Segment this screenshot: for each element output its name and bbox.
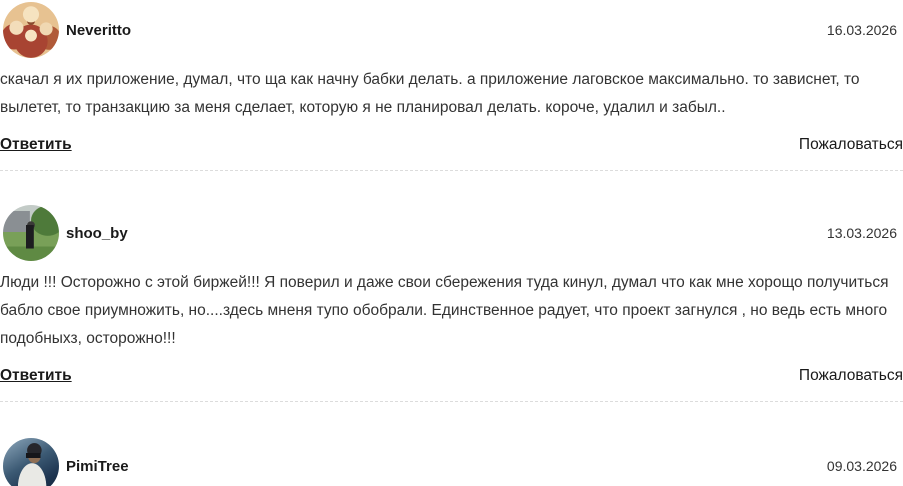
report-link[interactable]: Пожаловаться [798, 367, 903, 384]
comment-header [0, 438, 903, 486]
reply-link[interactable]: Ответить [0, 136, 72, 153]
comment-divider [0, 401, 903, 402]
user-avatar [3, 2, 59, 58]
comment-actions [0, 367, 903, 389]
comment-date: 16.03.2026 [826, 22, 897, 38]
comment-item [0, 438, 903, 486]
user-avatar [3, 205, 59, 261]
comment-header [0, 205, 903, 261]
comment-author: PimiTree [66, 457, 129, 475]
comment-author: shoo_by [66, 224, 128, 242]
comments-list [0, 2, 903, 486]
report-link[interactable]: Пожаловаться [798, 136, 903, 153]
comment-actions [0, 136, 903, 158]
comment-item [0, 205, 903, 402]
user-avatar [3, 438, 59, 486]
reply-link[interactable]: Ответить [0, 367, 72, 384]
comment-text: Люди !!! Осторожно с этой биржей!!! Я поверил и даже свои сбережения туда кинул, думал что как мне хорощо получиться бабло свое приумножить, но....здесь мненя тупо обобрали. Единственное радует, что проект загнулся , но ведь есть много подобныхз, осторожно!!! [0, 274, 889, 347]
comment-author: Neveritto [66, 21, 132, 39]
comment-divider [0, 170, 903, 171]
comment-date: 09.03.2026 [826, 458, 897, 474]
comment-item [0, 2, 903, 171]
comment-text: скачал я их приложение, думал, что ща как начну бабки делать. а приложение лаговское максимально. то зависнет, то вылетет, то транзакцию за меня сделает, которую я не планировал делать. короче, удалил и забыл.. [0, 71, 860, 116]
comment-header [0, 2, 903, 58]
comment-date: 13.03.2026 [826, 225, 897, 241]
